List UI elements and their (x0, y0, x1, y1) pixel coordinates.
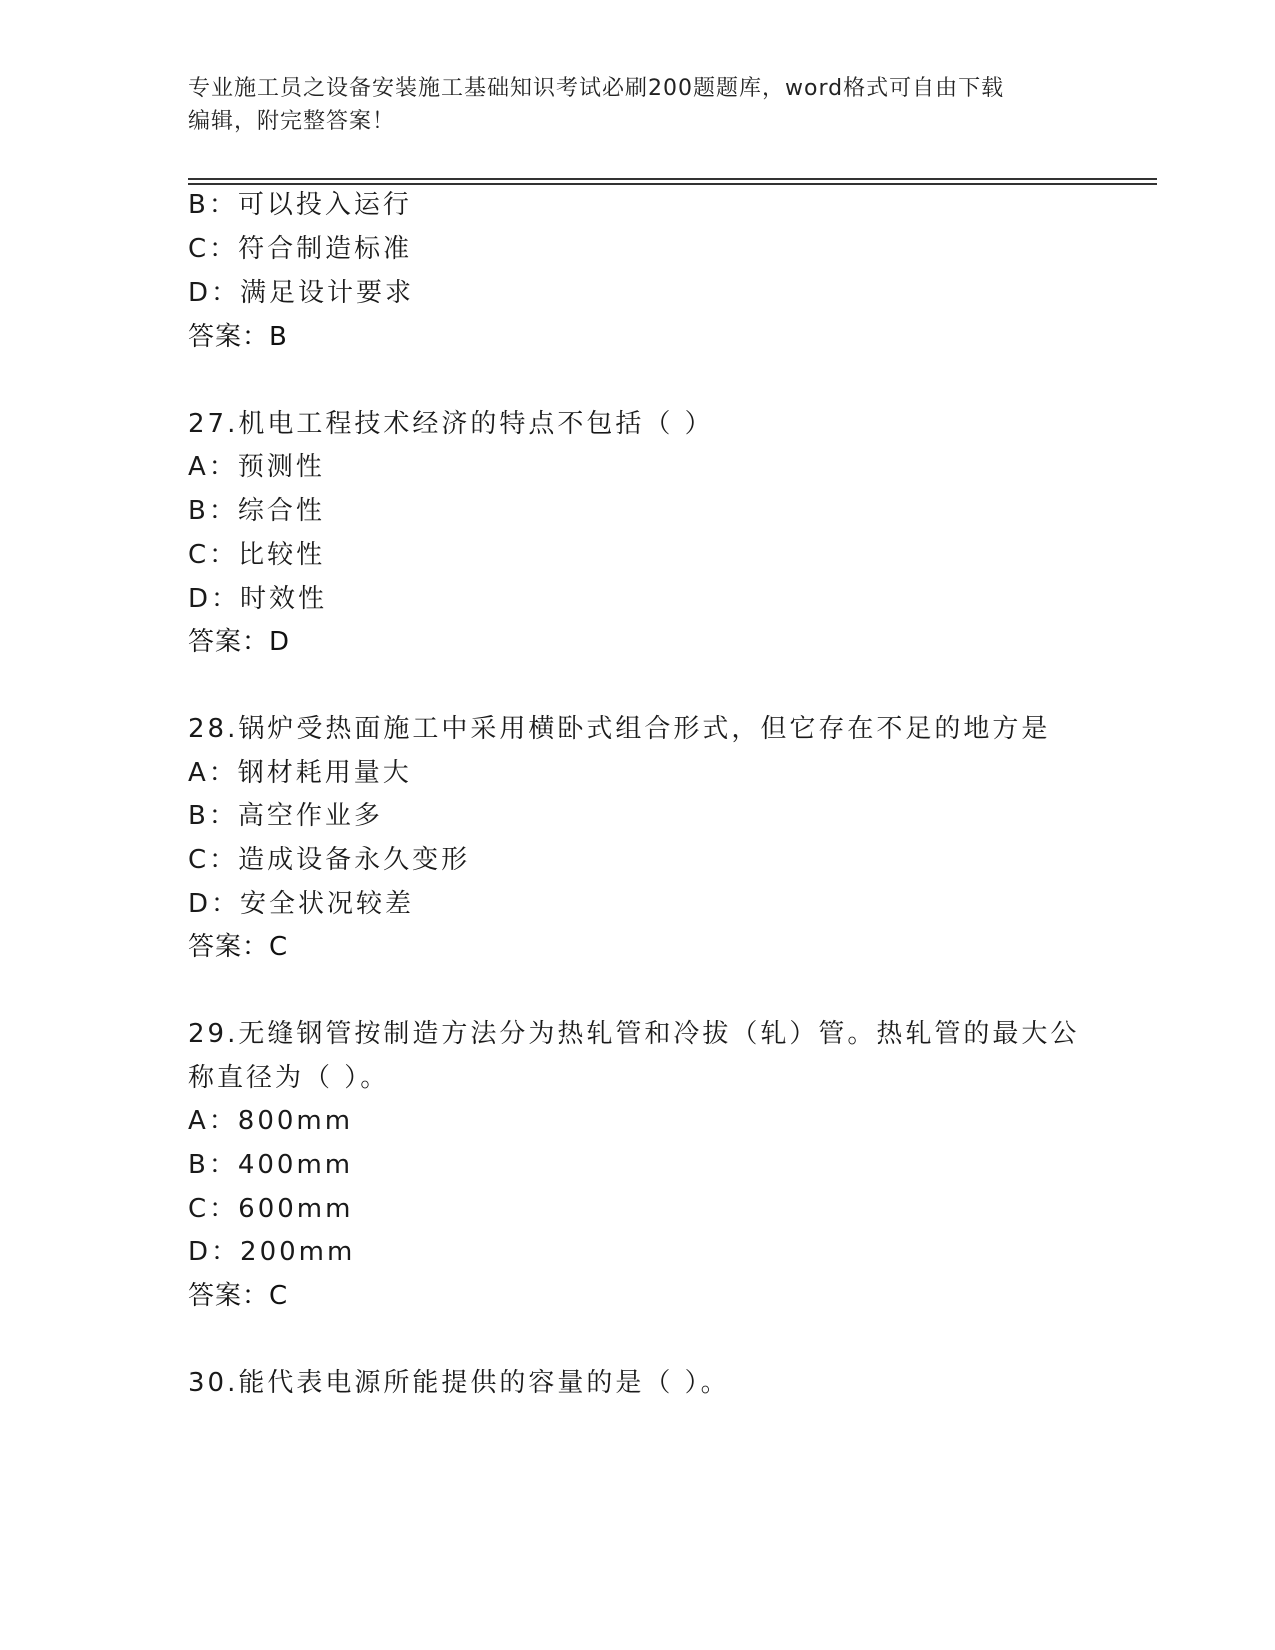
q27-question: 27.机电工程技术经济的特点不包括（ ） (188, 409, 714, 439)
q29-option-a: A：800mm (188, 1106, 354, 1136)
q28-option-b: B：高空作业多 (188, 801, 383, 831)
q28-answer: 答案：C (188, 932, 289, 962)
q29-answer: 答案：C (188, 1281, 289, 1311)
q26-answer: 答案：B (188, 322, 288, 352)
q27-option-a: A：预测性 (188, 452, 325, 482)
q26-option-d: D：满足设计要求 (188, 278, 415, 308)
q29-question-line-1: 29.无缝钢管按制造方法分为热轧管和冷拔（轧）管。热轧管的最大公 (188, 1019, 1080, 1049)
q30-question: 30.能代表电源所能提供的容量的是（ ）。 (188, 1368, 730, 1398)
q29-option-c: C：600mm (188, 1194, 354, 1224)
q26-option-c: C：符合制造标准 (188, 234, 413, 264)
q28-option-d: D：安全状况较差 (188, 889, 415, 919)
q28-option-a: A：钢材耗用量大 (188, 758, 412, 788)
q27-option-d: D：时效性 (188, 584, 328, 614)
q28-question: 28.锅炉受热面施工中采用横卧式组合形式，但它存在不足的地方是 (188, 714, 1051, 744)
q29-option-b: B：400mm (188, 1150, 354, 1180)
q29-option-d: D：200mm (188, 1237, 356, 1267)
header-line-1: 专业施工员之设备安装施工基础知识考试必刷200题题库，word格式可自由下载 (188, 76, 1005, 101)
q26-option-b: B：可以投入运行 (188, 190, 412, 220)
header-divider-bottom (188, 183, 1157, 185)
q27-answer: 答案：D (188, 627, 291, 657)
header-divider-top (188, 178, 1157, 180)
q27-option-b: B：综合性 (188, 496, 325, 526)
q28-option-c: C：造成设备永久变形 (188, 845, 471, 875)
header-line-2: 编辑，附完整答案！ (188, 109, 396, 134)
q29-question-line-2: 称直径为（ ）。 (188, 1063, 390, 1093)
q27-option-c: C：比较性 (188, 540, 326, 570)
document-header (188, 72, 1088, 138)
